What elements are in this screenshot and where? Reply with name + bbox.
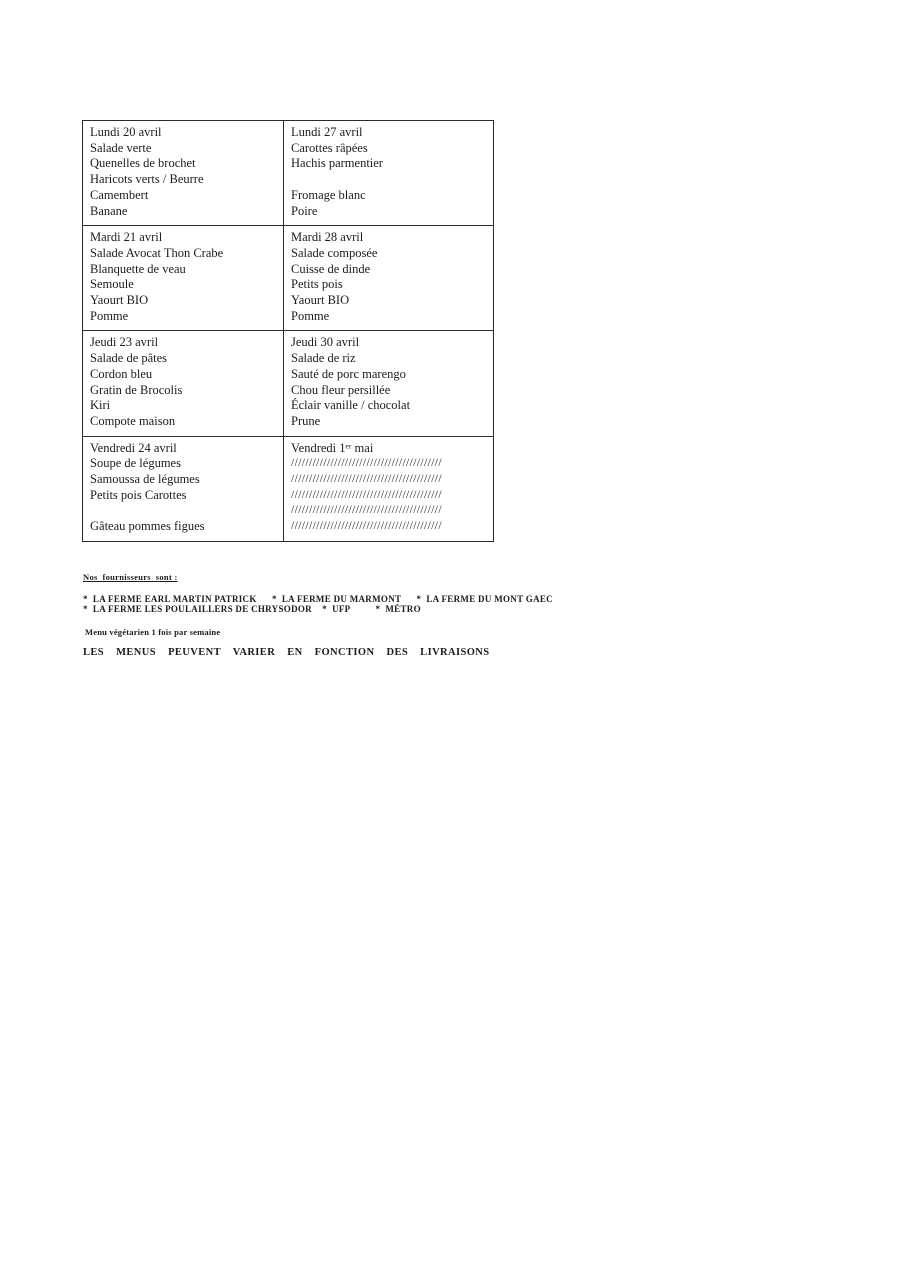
day-title: Vendredi 1ᵉʳ mai — [291, 440, 374, 455]
menu-item-line: Chou fleur persillée — [291, 382, 391, 397]
menu-item-line: Salade verte — [90, 140, 152, 155]
menu-item-line: Salade de riz — [291, 351, 356, 366]
suppliers-line-2: * LA FERME LES POULAILLERS DE CHRYSODOR * UFP * MÉTRO — [83, 604, 421, 614]
menu-item-line: Salade composée — [291, 245, 378, 260]
menu-item-line: Gratin de Brocolis — [90, 382, 183, 397]
menu-item-line: Carottes râpées — [291, 140, 368, 155]
menu-day-cell — [284, 121, 494, 226]
menu-item-line: Prune — [291, 413, 321, 428]
menu-day-cell — [83, 226, 284, 331]
day-title: Jeudi 30 avril — [291, 335, 360, 350]
menu-item-line: Pomme — [291, 308, 330, 323]
menu-item-line: Kiri — [90, 398, 111, 413]
suppliers-line-1: * LA FERME EARL MARTIN PATRICK * LA FERME DU MARMONT * LA FERME DU MONT GAEC — [83, 594, 553, 604]
closed-day-hatch-line: ////////////////////////////////////////// — [291, 473, 442, 486]
menu-day-cell — [284, 331, 494, 436]
menu-item-line: Yaourt BIO — [291, 293, 350, 308]
menu-item-line: Pomme — [90, 308, 129, 323]
menu-disclaimer: LES MENUS PEUVENT VARIER EN FONCTION DES LIVRAISONS — [83, 647, 490, 658]
menu-week-row — [83, 331, 494, 436]
menu-item-line: Sauté de porc marengo — [291, 366, 406, 381]
menu-item-line: Banane — [90, 203, 128, 218]
menu-item-line: Cuisse de dinde — [291, 261, 371, 276]
menu-item-line: Gâteau pommes figues — [90, 519, 205, 534]
closed-day-hatch-line: ////////////////////////////////////////// — [291, 520, 442, 533]
menu-item-line: Salade Avocat Thon Crabe — [90, 245, 224, 260]
menu-item-line: Petits pois — [291, 277, 343, 292]
menu-item-line: Petits pois Carottes — [90, 487, 187, 502]
menu-item-line: Samoussa de légumes — [90, 472, 200, 487]
menu-item-line: Fromage blanc — [291, 187, 366, 202]
day-title: Lundi 20 avril — [90, 125, 162, 139]
menu-item-line: Haricots verts / Beurre — [90, 172, 204, 187]
menu-day-cell — [83, 331, 284, 436]
day-title: Mardi 28 avril — [291, 230, 364, 245]
menu-item-line: Salade de pâtes — [90, 351, 168, 366]
vegetarian-note: Menu végétarien 1 fois par semaine — [85, 627, 221, 637]
menu-week-row — [83, 436, 494, 541]
menu-week-row — [83, 121, 494, 226]
menu-item-line: Hachis parmentier — [291, 156, 383, 171]
menu-week-row — [83, 226, 494, 331]
menu-item-line: Éclair vanille / chocolat — [291, 398, 411, 413]
day-title: Vendredi 24 avril — [90, 440, 177, 455]
menu-item-line: Semoule — [90, 277, 134, 292]
menu-item-line: Poire — [291, 203, 318, 218]
menu-item-line: Cordon bleu — [90, 366, 153, 381]
suppliers-heading: Nos fournisseurs sont : — [83, 572, 178, 582]
closed-day-hatch-line: ////////////////////////////////////////// — [291, 488, 442, 501]
menu-item-line: Camembert — [90, 187, 149, 202]
menu-item-line: Blanquette de veau — [90, 261, 186, 276]
menu-item-line: Quenelles de brochet — [90, 156, 196, 171]
menu-item-line: Compote maison — [90, 413, 176, 428]
menu-table-body — [83, 121, 494, 542]
menu-item-line: Soupe de légumes — [90, 456, 181, 471]
menu-item-line: Yaourt BIO — [90, 293, 149, 308]
day-title: Jeudi 23 avril — [90, 335, 159, 350]
day-title: Mardi 21 avril — [90, 230, 163, 245]
menu-day-cell — [83, 121, 284, 226]
day-title: Lundi 27 avril — [291, 125, 363, 139]
menu-day-cell — [83, 436, 284, 541]
menu-item-line — [291, 172, 487, 188]
menu-day-cell — [284, 436, 494, 541]
menu-item-line — [90, 503, 277, 519]
closed-day-hatch-line: ////////////////////////////////////////// — [291, 457, 442, 470]
menu-day-cell — [284, 226, 494, 331]
closed-day-hatch-line: ////////////////////////////////////////// — [291, 504, 442, 517]
menu-table — [82, 120, 494, 542]
